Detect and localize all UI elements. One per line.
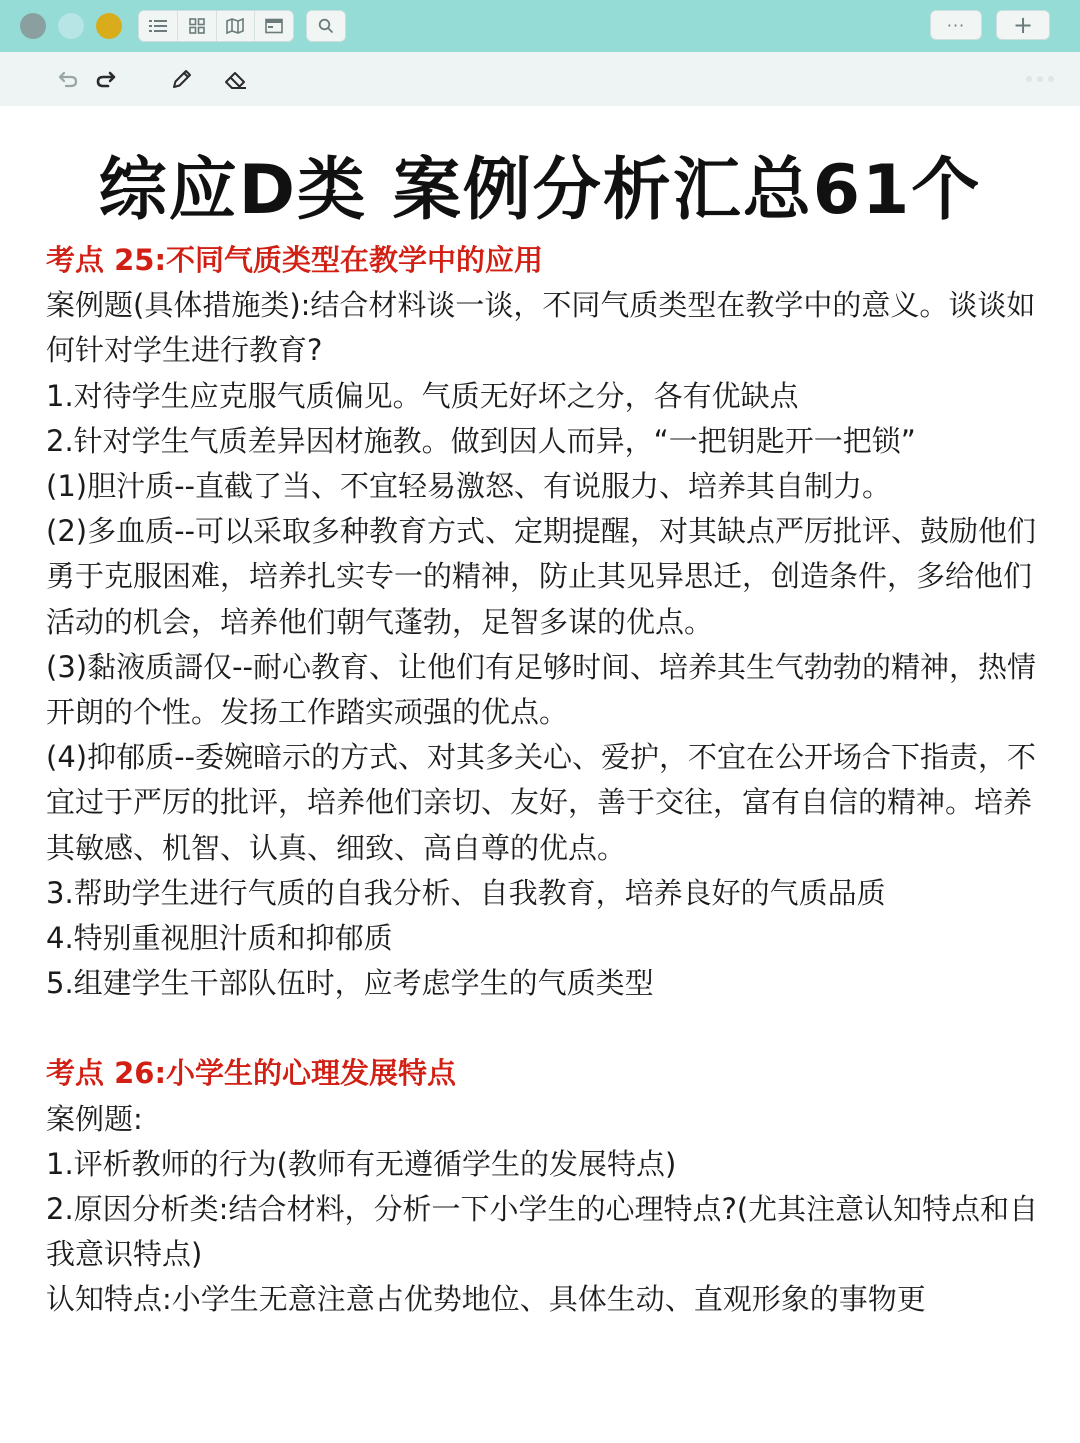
pencil-icon xyxy=(170,67,194,91)
grid-view-button[interactable] xyxy=(178,11,217,41)
map-view-button[interactable] xyxy=(217,11,256,41)
list-icon xyxy=(149,18,167,34)
window-icon xyxy=(265,18,283,34)
map-icon xyxy=(226,18,244,34)
search-icon xyxy=(318,18,334,34)
eraser-icon xyxy=(223,67,249,91)
section-heading: 考点 26:小学生的心理发展特点 xyxy=(46,1056,457,1091)
note-canvas xyxy=(0,106,1080,1443)
paragraph-line: (2)多血质--可以采取多种教育方式、定期提醒，对其缺点严厉批评、鼓励他们勇于克服困难，培养扎实专一的精神，防止其见异思迁，创造条件，多给他们活动的机会，培养他们朝气蓬勃，足智多谋的优点。 xyxy=(46,514,1037,639)
undo-icon xyxy=(57,70,79,88)
paragraph-line: 认知特点:小学生无意注意占优势地位、具体生动、直观形象的事物更 xyxy=(46,1282,926,1317)
paragraph-line: 1.对待学生应克服气质偏见。气质无好坏之分，各有优缺点 xyxy=(46,378,799,413)
section-spacer xyxy=(46,1006,1046,1051)
editing-toolbar xyxy=(0,52,1080,106)
paragraph-line: 2.针对学生气质差异因材施教。做到因人而异，“一把钥匙开一把锁” xyxy=(46,423,916,458)
eraser-tool-button[interactable] xyxy=(220,63,252,95)
close-window-button[interactable] xyxy=(20,13,46,39)
document-title: 综应D类 案例分析汇总61个 xyxy=(98,151,982,230)
window-view-button[interactable] xyxy=(255,11,293,41)
minimize-window-button[interactable] xyxy=(58,13,84,39)
paragraph-line: 5.组建学生干部队伍时，应考虑学生的气质类型 xyxy=(46,966,654,1001)
paragraph-line: 2.原因分析类:结合材料，分析一下小学生的心理特点?(尤其注意认知特点和自我意识特点) xyxy=(46,1192,1039,1272)
paragraph-line: (1)胆汁质--直截了当、不宜轻易激怒、有说服力、培养其自制力。 xyxy=(46,469,892,504)
paragraph-line: (3)黏液质謌仅--耐心教育、让他们有足够时间、培养其生气勃勃的精神，热情开朗的个性。发扬工作踏实顽强的优点。 xyxy=(46,649,1037,730)
paragraph-line: (4)抑郁质--委婉暗示的方式、对其多关心、爱护，不宜在公开场合下指责，不宜过于严厉的批评，培养他们亲切、友好，善于交往，富有自信的精神。培养其敏感、机智、认真、细致、高自尊的优点。 xyxy=(46,740,1037,865)
maximize-window-button[interactable] xyxy=(96,13,122,39)
paragraph-line: 案例题(具体措施类):结合材料谈一谈，不同气质类型在教学中的意义。谈谈如何针对学生进行教育? xyxy=(46,288,1036,368)
paragraph-line: 3.帮助学生进行气质的自我分析、自我教育，培养良好的气质品质 xyxy=(46,875,886,910)
grid-icon xyxy=(189,18,205,34)
toolbar-overflow-icon xyxy=(1026,76,1054,82)
paragraph-line: 案例题: xyxy=(46,1101,143,1136)
more-options-button[interactable] xyxy=(930,10,982,40)
paragraph-line: 4.特别重视胆汁质和抑郁质 xyxy=(46,921,393,956)
document-body xyxy=(46,238,1046,1323)
undo-button[interactable] xyxy=(52,63,84,95)
plus-icon: + xyxy=(1012,11,1034,39)
redo-button[interactable] xyxy=(90,63,122,95)
window-titlebar xyxy=(0,0,1080,52)
paragraph-line: 1.评析教师的行为(教师有无遵循学生的发展特点) xyxy=(46,1146,677,1181)
section-heading: 考点 25:不同气质类型在教学中的应用 xyxy=(46,243,544,277)
search-button[interactable] xyxy=(306,10,346,42)
list-view-button[interactable] xyxy=(139,11,178,41)
add-button[interactable] xyxy=(996,10,1050,40)
view-toggle-group xyxy=(138,10,294,42)
pen-tool-button[interactable] xyxy=(166,63,198,95)
redo-icon xyxy=(95,70,117,88)
more-icon: ··· xyxy=(946,15,966,35)
